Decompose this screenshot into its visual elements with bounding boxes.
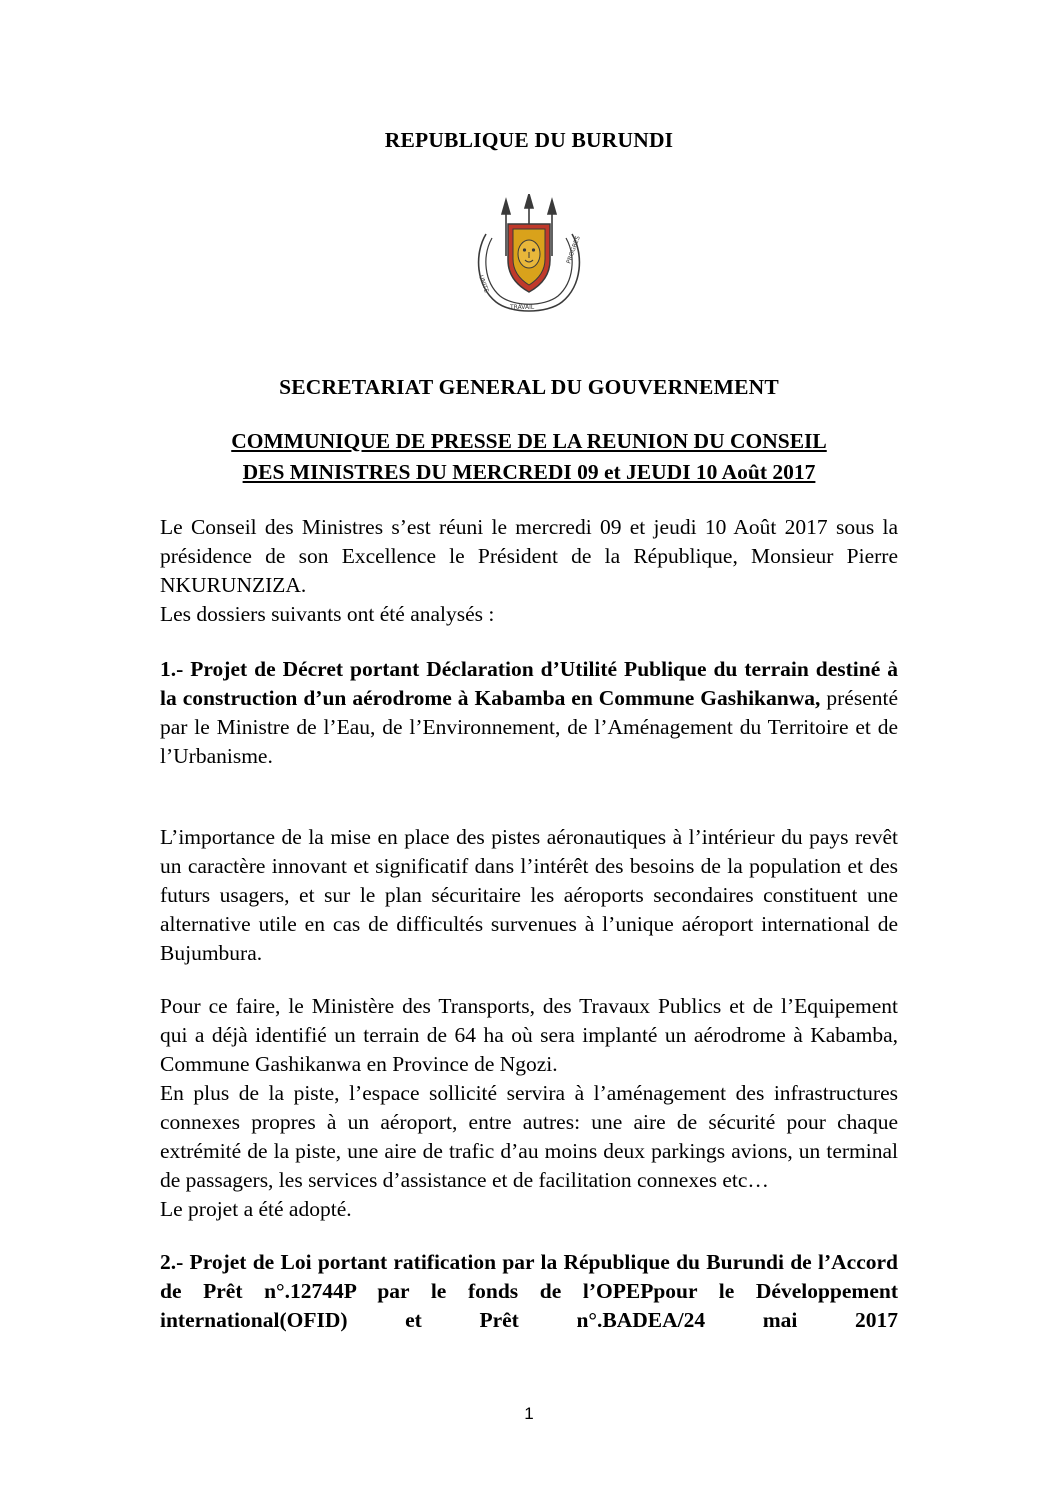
svg-text:UNITE: UNITE bbox=[477, 274, 490, 294]
item2-heading: 2.- Projet de Loi portant ratification par la République du Burundi de l’Accord de Prêt n°.12744P par le fonds de l’OPEPpour le Développement international(OFID) et Prêt n°.BADEA/24 mai 2017 bbox=[160, 1250, 898, 1332]
intro-paragraph: Le Conseil des Ministres s’est réuni le mercredi 09 et jeudi 10 Août 2017 sous la présidence de son Excellence le Président de la République, Monsieur Pierre NKURUNZIZA. bbox=[160, 515, 898, 597]
coat-of-arms-icon bbox=[466, 194, 592, 326]
importance-paragraph: L’importance de la mise en place des pistes aéronautiques à l’intérieur du pays revêt un caractère innovant et significatif dans l’intérêt des besoins de la population et des futurs usagers, et sur le plan sécuritaire les aéroports secondaires constituent une alternative utile en cas de difficultés survenues à l’unique aéroport international de Bujumbura. bbox=[160, 825, 898, 965]
adoption-line: Le projet a été adopté. bbox=[160, 1197, 352, 1221]
item1-paragraph bbox=[160, 655, 898, 771]
item1-heading: 1.- Projet de Décret portant Déclaration d’Utilité Publique du terrain destiné à la construction d’un aérodrome à Kabamba en Commune Gashikanwa, bbox=[160, 657, 898, 710]
item2-paragraph bbox=[160, 1248, 898, 1335]
svg-text:TRAVAIL: TRAVAIL bbox=[510, 304, 535, 311]
intro-section bbox=[160, 513, 898, 629]
item1-presenter: présenté par le Ministre de l’Eau, de l’Environnement, de l’Aménagement du Territoire et de l’Urbanisme. bbox=[160, 686, 898, 768]
communique-title bbox=[0, 426, 1058, 488]
communique-title-line1: COMMUNIQUE DE PRESSE DE LA REUNION DU CONSEIL bbox=[231, 429, 827, 453]
svg-text:PROGRES: PROGRES bbox=[565, 235, 582, 265]
office-title: SECRETARIAT GENERAL DU GOUVERNEMENT bbox=[279, 375, 779, 399]
pour-ce-faire-paragraph: Pour ce faire, le Ministère des Transports, des Travaux Publics et de l’Equipement qui a déjà identifié un terrain de 64 ha où sera implanté un aérodrome à Kabamba, Commune Gashikanwa en Province de Ngozi. bbox=[160, 994, 898, 1076]
communique-title-line2: DES MINISTRES DU MERCREDI 09 et JEUDI 10 Août 2017 bbox=[242, 460, 816, 484]
dossiers-line: Les dossiers suivants ont été analysés : bbox=[160, 602, 495, 626]
en-plus-paragraph: En plus de la piste, l’espace sollicité servira à l’aménagement des infrastructures connexes propres à un aéroport, entre autres: une aire de sécurité pour chaque extrémité de la piste, une aire de trafic d’au moins deux parkings avions, un terminal de passagers, les services d’assistance et de facilitation connexes etc… bbox=[160, 1081, 898, 1192]
implementation-section bbox=[160, 992, 898, 1224]
page-number: 1 bbox=[524, 1404, 534, 1423]
country-title: REPUBLIQUE DU BURUNDI bbox=[384, 128, 674, 152]
